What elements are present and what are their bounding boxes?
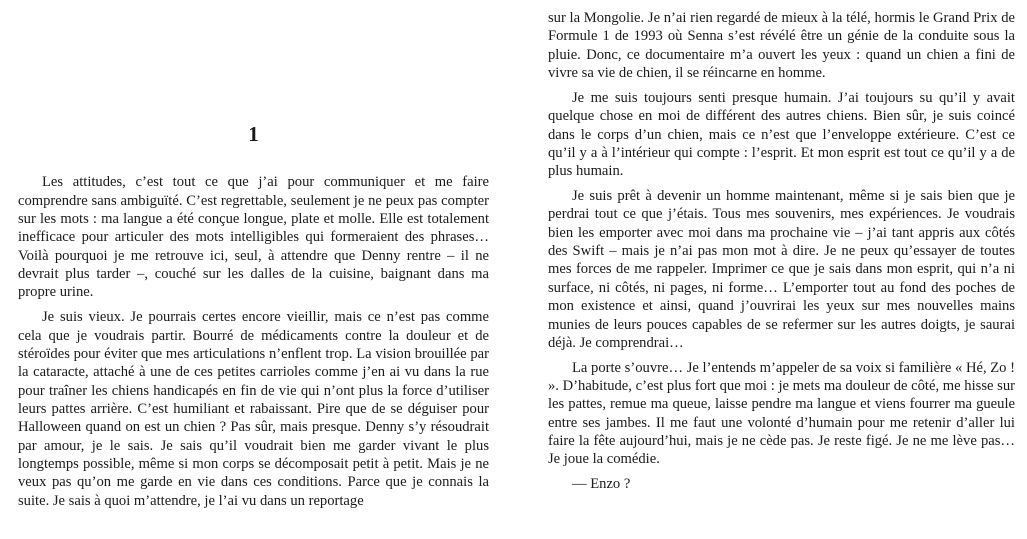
- paragraph: La porte s’ouvre… Je l’entends m’appeler de sa voix si familière « Hé, Zo ! ». D’habitude, c’est plus fort que moi : je mets ma douleur de côté, me hisse sur les pattes, remue ma queue, laisse pendre ma langue et viens fourrer ma gueule entre ses jambes. Il me faut une volonté d’humain pour me retenir d’aller lui faire la fête aujourd’hui, mais je ne cède pas. Je reste figé. Je ne me lève pas… Je joue la comédie.: [548, 359, 1015, 468]
- paragraph: Je me suis toujours senti presque humain. J’ai toujours su qu’il y avait quelque chose en moi de différent des autres chiens. Bien sûr, je suis coincé dans le corps d’un chien, mais ce n’est que l’enveloppe extérieure. C’est ce qu’il y a à l’intérieur qui compte : l’esprit. Et mon esprit est tout ce qu’il y a de plus humain.: [548, 89, 1015, 180]
- paragraph: Je suis prêt à devenir un homme maintenant, même si je sais bien que je perdrai tout ce que j’étais. Tous mes souvenirs, mes expériences. Je voudrais bien les emporter avec moi dans ma prochaine vie – j’ai tant appris aux côtés des Swift – mais je n’ai pas mon mot à dire. Je ne peux qu’essayer de toutes mes forces de me rappeler. Imprimer ce que je sais dans mon esprit, qui n’a ni surface, ni côtés, ni pages, ni forme… L’emporter tout au fond des poches de mon existence et ainsi, quand j’ouvrirai les yeux sur mes nouvelles mains munies de leurs pouces capables de se refermer sur les autres doigts, je saurai déjà. Je comprendrai…: [548, 188, 1015, 351]
- paragraph: Je suis vieux. Je pourrais certes encore vieillir, mais ce n’est pas comme cela que je voudrais partir. Bourré de médicaments contre la douleur et de stéroïdes pour éviter que mes articulations n’enflent trop. La vision brouillée par la cataracte, attaché à une de ces petites carrioles comme j’en ai vu dans la rue pour traîner les chiens handicapés en fin de vie qui n’ont plus la force d’utiliser leurs pattes arrière. C’est humiliant et rabaissant. Pire que de se déguiser pour Halloween quand on est un chien ? Pas sûr, mais presque. Denny s’y résoudrait par amour, je le sais. Je sais qu’il voudrait bien me garder vivant le plus longtemps possible, même si mon corps se décomposait petit à petit. Mais je ne veux pas qu’on me garde en vie dans ces conditions. Parce que je connais la suite. Je sais à quoi m’attendre, je l’ai vu dans un reportage: [18, 309, 489, 509]
- right-page: [548, 9, 1015, 500]
- continued-paragraph: sur la Mongolie. Je n’ai rien regardé de mieux à la télé, hormis le Grand Prix de Formule 1 de 1993 où Senna s’est révélé être un génie de la conduite sous la pluie. Donc, ce documentaire m’a ouvert les yeux : quand un chien a fini de vivre sa vie de chien, il se réincarne en homme.: [548, 10, 1015, 82]
- left-page: [18, 0, 489, 517]
- paragraph: Les attitudes, c’est tout ce que j’ai pour communiquer et me faire comprendre sans ambiguïté. C’est regrettable, seulement je ne peux pas compter sur les mots : ma langue a été conçue longue, plate et molle. Elle est totalement inefficace pour articuler des mots intelligibles qui formeraient des phrases… Voilà pourquoi je me retrouve ici, seul, à attendre que Denny rentre – il ne devrait plus tarder –, couché sur les dalles de la cuisine, baignant dans ma propre urine.: [18, 174, 489, 301]
- dialogue-line: — Enzo ?: [572, 476, 631, 493]
- chapter-number: 1: [248, 122, 259, 146]
